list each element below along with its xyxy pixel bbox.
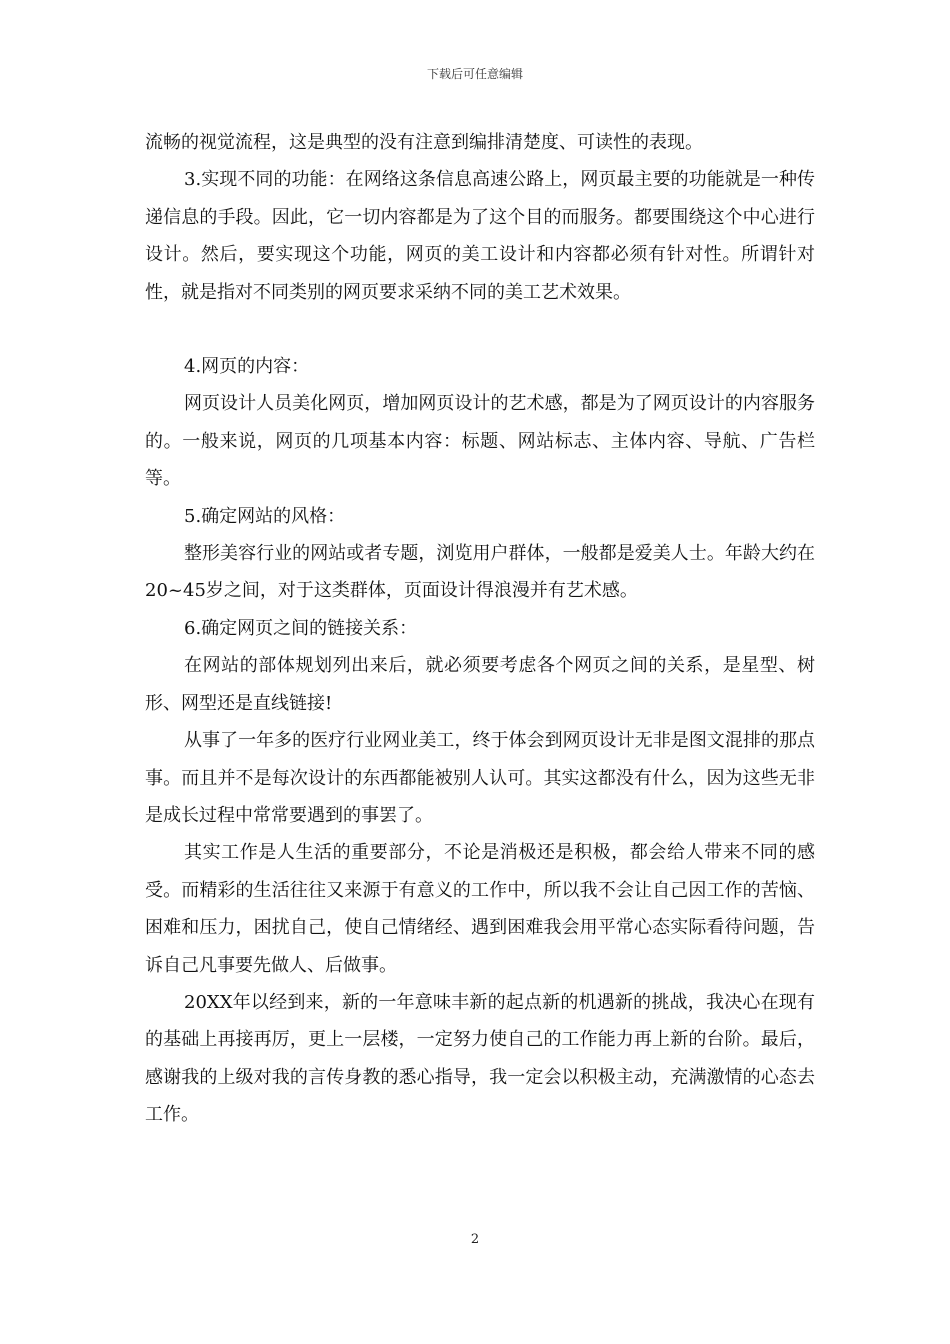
page-number: 2 xyxy=(470,1232,480,1247)
paragraph-section-3: 3.实现不同的功能：在网络这条信息高速公路上，网页最主要的功能就是一种传递信息的手段。因此，它一切内容都是为了这个目的而服务。都要围绕这个中心进行设计。然后，要实现这个功能，网页的美工设计和内容都必须有针对性。所谓针对性，就是指对不同类别的网页要求采纳不同的美工艺术效果。 xyxy=(145,169,815,303)
heading-section-4: 4.网页的内容： xyxy=(184,356,310,378)
paragraph-work-life: 其实工作是人生活的重要部分，不论是消极还是积极，都会给人带来不同的感受。而精彩的生活往往又来源于有意义的工作中，所以我不会让自己因工作的苦恼、困难和压力，困扰自己，使自己情绪经、遇到困难我会用平常心态实际看待问题，告诉自己凡事要先做人、后做事。 xyxy=(145,842,815,976)
paragraph-section-6: 在网站的部体规划列出来后，就必须要考虑各个网页之间的关系，是星型、树形、网型还是直线链接! xyxy=(145,655,815,714)
paragraph-section-5: 整形美容行业的网站或者专题，浏览用户群体，一般都是爱美人士。年龄大约在20~45岁之间，对于这类群体，页面设计得浪漫并有艺术感。 xyxy=(145,543,815,602)
heading-section-6: 6.确定网页之间的链接关系： xyxy=(184,617,418,639)
document-body xyxy=(145,124,815,1134)
paragraph-continuation: 流畅的视觉流程，这是典型的没有注意到编排清楚度、可读性的表现。 xyxy=(145,132,703,153)
paragraph-section-4: 网页设计人员美化网页，增加网页设计的艺术感，都是为了网页设计的内容服务的。一般来说，网页的几项基本内容：标题、网站标志、主体内容、导航、广告栏等。 xyxy=(145,393,815,490)
paragraph-experience: 从事了一年多的医疗行业网业美工，终于体会到网页设计无非是图文混排的那点事。而且并不是每次设计的东西都能被别人认可。其实这都没有什么，因为这些无非是成长过程中常常要遇到的事罢了。 xyxy=(145,730,815,826)
page-header: 下载后可任意编辑 xyxy=(426,67,523,81)
paragraph-new-year: 20XX年以经到来，新的一年意味丰新的起点新的机遇新的挑战，我决心在现有的基础上再接再厉，更上一层楼，一定努力使自己的工作能力再上新的台阶。最后，感谢我的上级对我的言传身教的悉心指导，我一定会以积极主动，充满激情的心态去工作。 xyxy=(145,991,815,1126)
heading-section-5: 5.确定网站的风格： xyxy=(184,505,346,527)
